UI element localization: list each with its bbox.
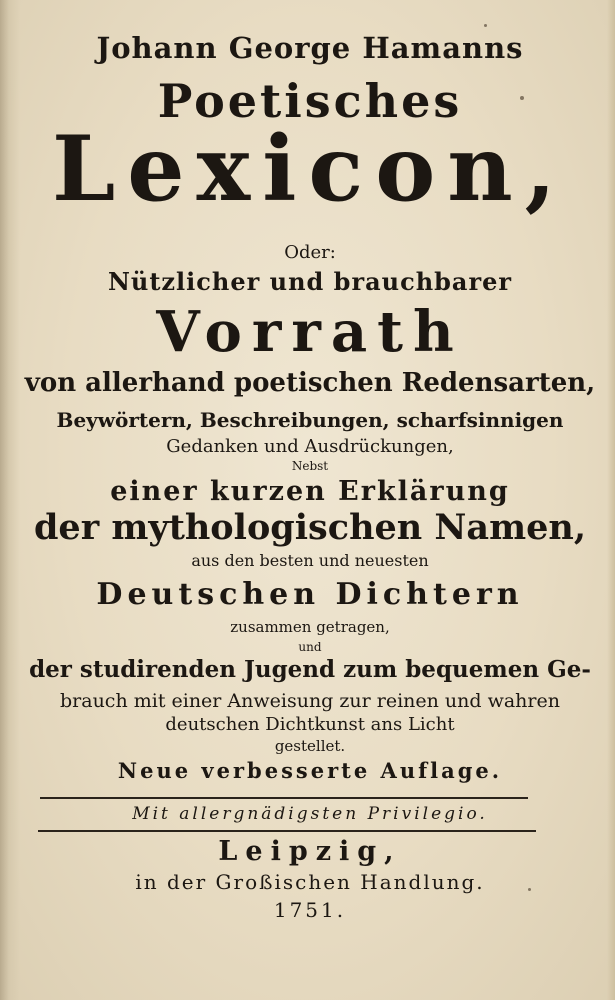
description-line-3: Gedanken und Ausdrückungen, — [166, 436, 454, 457]
description-line-12: gestellet. — [274, 737, 346, 755]
subtitle-line-2: Vorrath — [156, 299, 464, 365]
description-line-11: deutschen Dichtkunst ans Licht — [165, 714, 455, 735]
description-line-6: aus den besten und neuesten — [191, 551, 429, 570]
rule-upper — [40, 797, 528, 799]
description-line-1: von allerhand poetischen Redensarten, — [24, 368, 596, 398]
author-line: Johann George Hamanns — [96, 31, 524, 65]
paper-spot — [520, 96, 524, 100]
place-line: Leipzig, — [218, 836, 402, 867]
paper-spot — [528, 888, 531, 891]
description-line-7: Deutschen Dichtern — [96, 577, 524, 612]
description-line-5: der mythologischen Namen, — [33, 507, 587, 548]
rule-lower — [38, 830, 536, 832]
description-line-10: brauch mit einer Anweisung zur reinen und wahren — [60, 690, 560, 712]
title-line-2: Lexicon, — [52, 116, 568, 222]
subtitle-line-1: Nützlicher und brauchbarer — [107, 267, 513, 296]
book-spine-shadow — [0, 0, 20, 1000]
year-line: 1751. — [273, 898, 347, 922]
publisher-line: in der Großischen Handlung. — [135, 870, 485, 894]
page-edge-shadow — [607, 0, 615, 1000]
und-line: und — [298, 640, 322, 654]
edition-line: Neue verbesserte Auflage. — [117, 758, 503, 783]
nebst-line: Nebst — [291, 459, 329, 473]
description-line-8: zusammen getragen, — [230, 618, 390, 636]
privilege-line: Mit allergnädigsten Privilegio. — [132, 804, 488, 824]
description-line-4: einer kurzen Erklärung — [110, 476, 510, 507]
paper-spot — [484, 24, 487, 27]
oder-line: Oder: — [284, 242, 336, 263]
description-line-9: der studirenden Jugend zum bequemen Ge- — [29, 656, 591, 683]
description-line-2: Beywörtern, Beschreibungen, scharfsinnigen — [56, 408, 564, 432]
title-line-1: Poetisches — [157, 74, 463, 128]
